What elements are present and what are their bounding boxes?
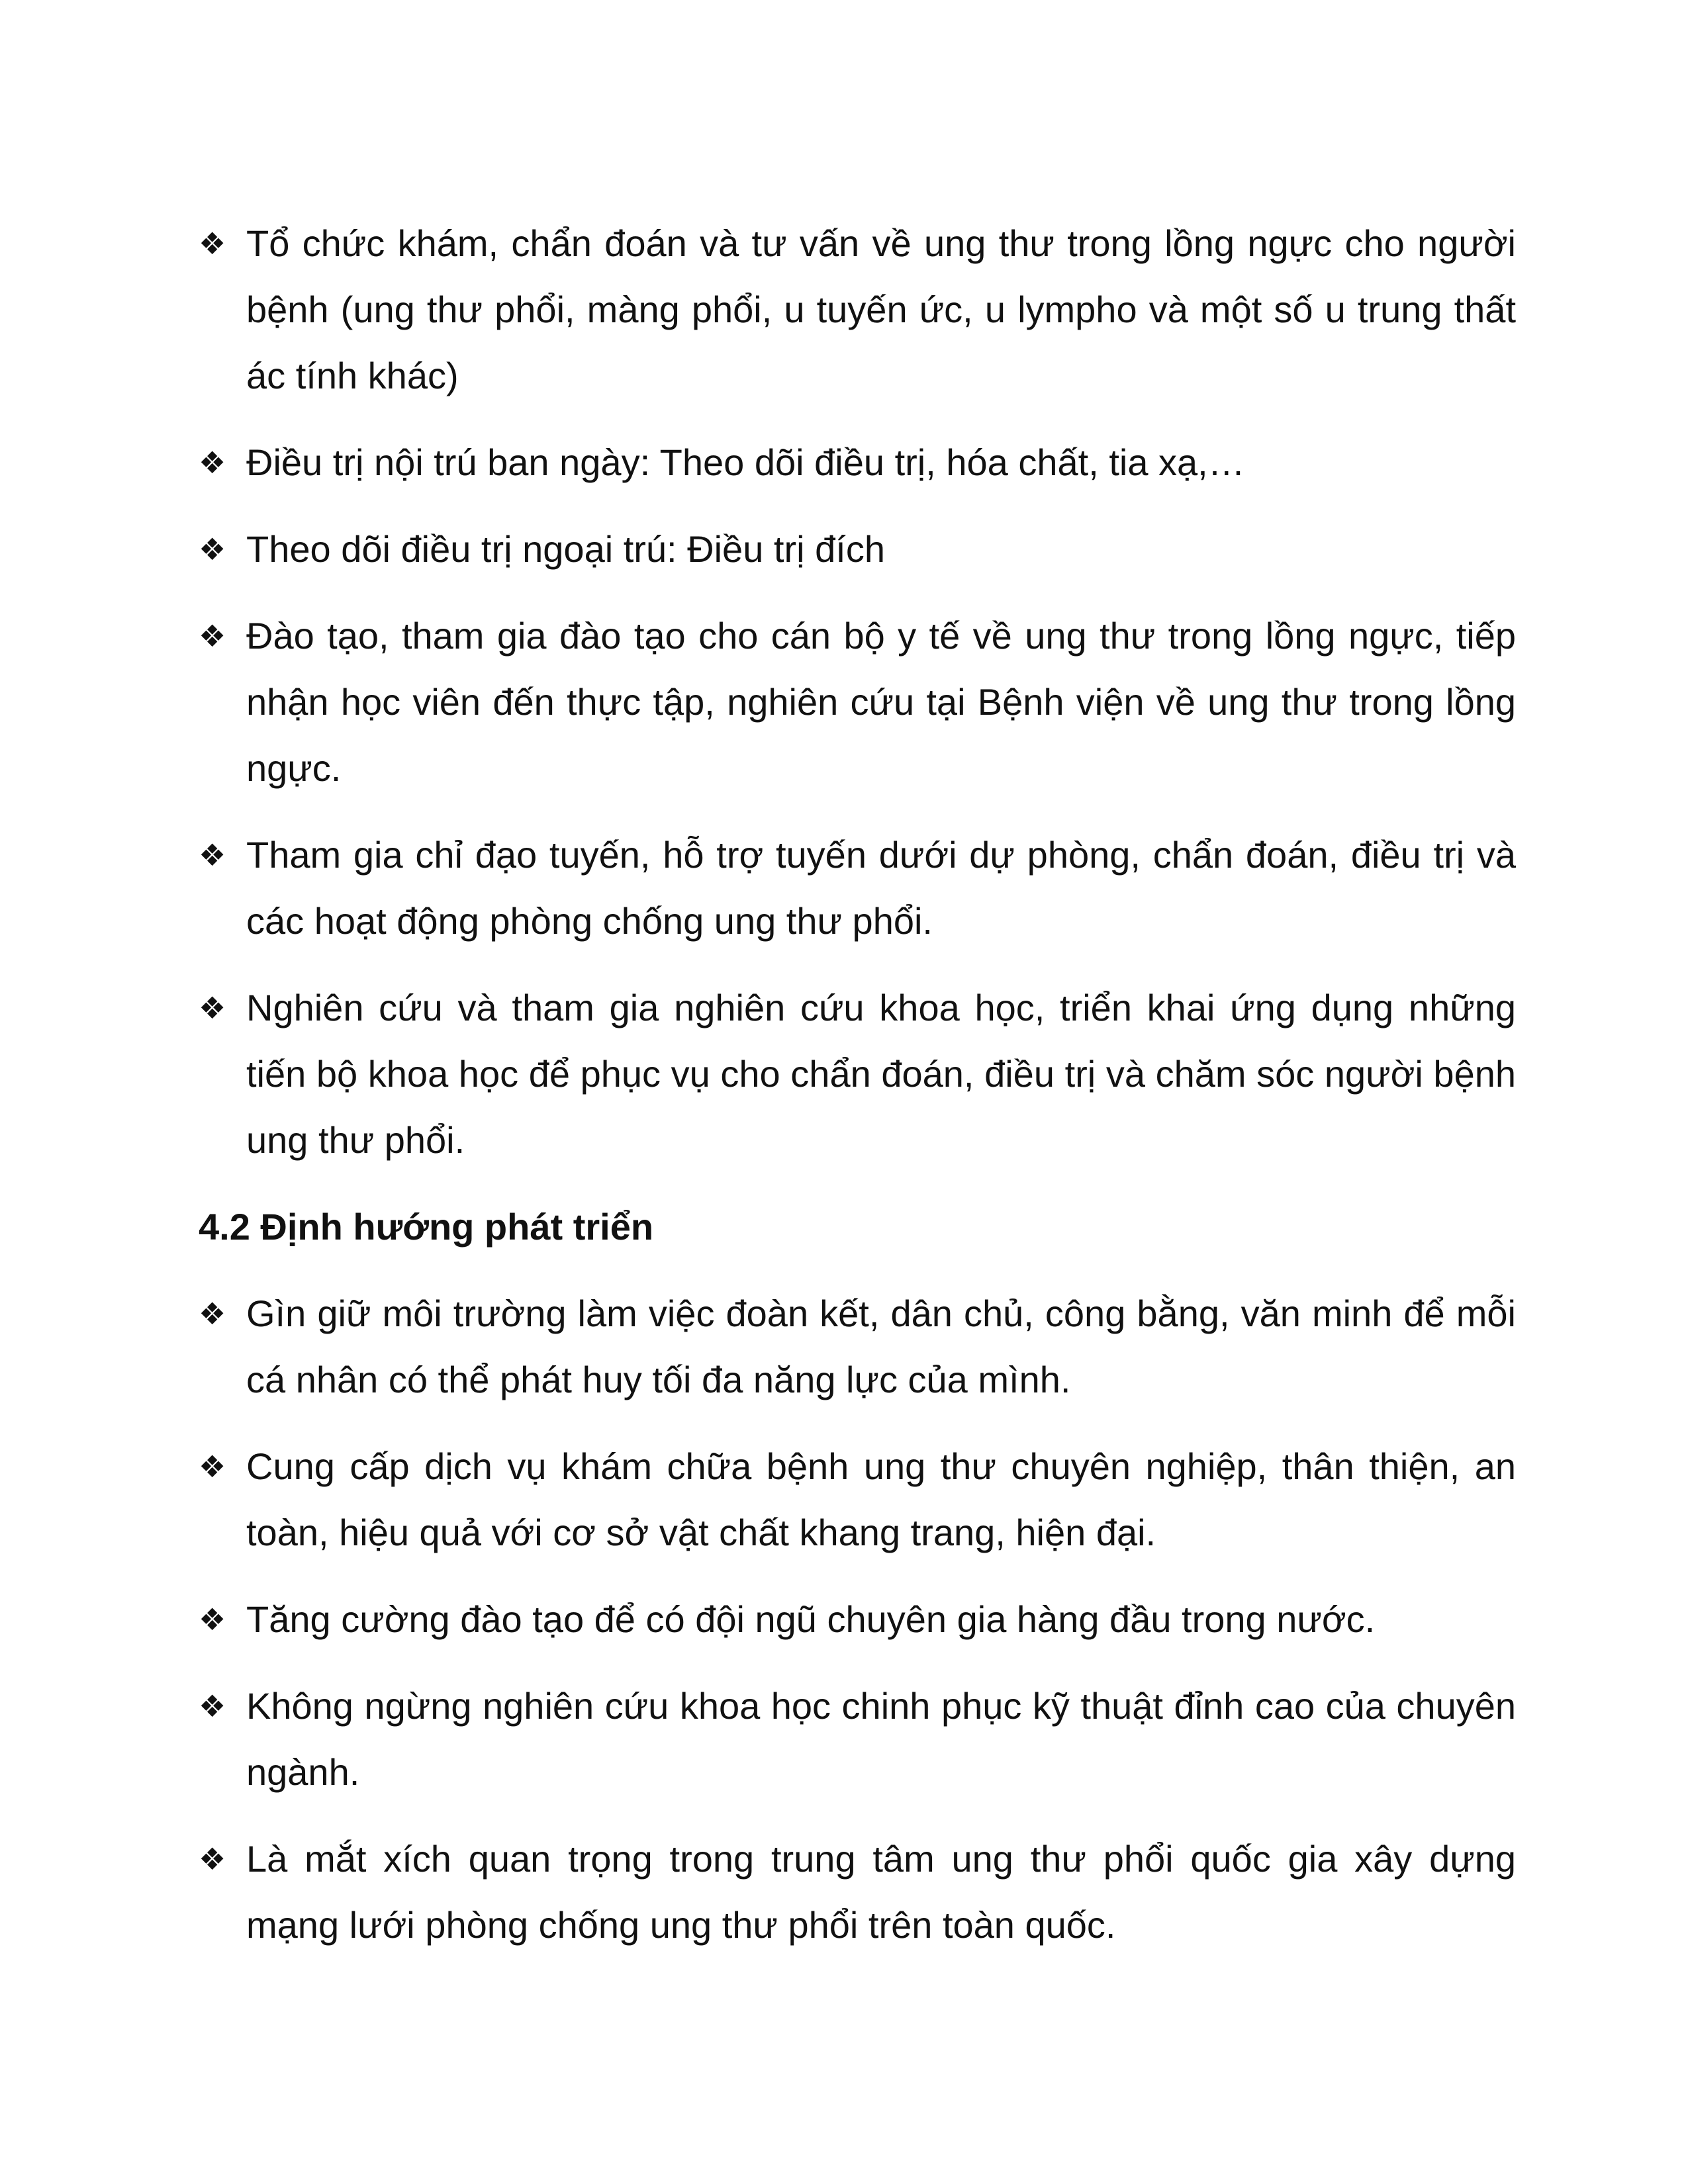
list-item	[199, 975, 1516, 1173]
list-item-text: Gìn giữ môi trường làm việc đoàn kết, dân chủ, công bằng, văn minh để mỗi cá nhân có thể phát huy tối đa năng lực của mình.	[246, 1293, 1516, 1400]
list-item	[199, 1826, 1516, 1958]
diamond-bullet-icon: ❖	[199, 990, 226, 1026]
diamond-bullet-icon: ❖	[199, 1449, 226, 1484]
list-item-text: Tham gia chỉ đạo tuyến, hỗ trợ tuyến dưới dự phòng, chẩn đoán, điều trị và các hoạt động phòng chống ung thư phổi.	[246, 834, 1516, 942]
diamond-bullet-icon: ❖	[199, 1688, 226, 1724]
diamond-bullet-icon: ❖	[199, 445, 226, 480]
diamond-bullet-icon: ❖	[199, 531, 226, 567]
list-item	[199, 1586, 1516, 1653]
diamond-bullet-icon: ❖	[199, 1296, 226, 1332]
list-item-text: Cung cấp dịch vụ khám chữa bệnh ung thư chuyên nghiệp, thân thiện, an toàn, hiệu quả với cơ sở vật chất khang trang, hiện đại.	[246, 1445, 1516, 1553]
list-item-text: Điều trị nội trú ban ngày: Theo dõi điều trị, hóa chất, tia xạ,…	[246, 441, 1245, 483]
list-item-text: Không ngừng nghiên cứu khoa học chinh phục kỹ thuật đỉnh cao của chuyên ngành.	[246, 1685, 1516, 1793]
list-item-text: Là mắt xích quan trọng trong trung tâm ung thư phổi quốc gia xây dựng mạng lưới phòng chống ung thư phổi trên toàn quốc.	[246, 1838, 1516, 1946]
diamond-bullet-icon: ❖	[199, 618, 226, 654]
list-item-text: Tổ chức khám, chẩn đoán và tư vấn về ung thư trong lồng ngực cho người bệnh (ung thư phổi, màng phổi, u tuyến ức, u lympho và một số u trung thất ác tính khác)	[246, 222, 1516, 396]
list-item-text: Theo dõi điều trị ngoại trú: Điều trị đích	[246, 528, 885, 570]
list-item	[199, 210, 1516, 409]
list-item	[199, 822, 1516, 954]
list-item	[199, 1281, 1516, 1413]
list-item	[199, 516, 1516, 582]
diamond-bullet-icon: ❖	[199, 226, 226, 261]
list-item-text: Đào tạo, tham gia đào tạo cho cán bộ y tế về ung thư trong lồng ngực, tiếp nhận học viên đến thực tập, nghiên cứu tại Bệnh viện về ung thư trong lồng ngực.	[246, 615, 1516, 789]
list-item	[199, 1673, 1516, 1805]
list-item-text: Tăng cường đào tạo để có đội ngũ chuyên gia hàng đầu trong nước.	[246, 1598, 1376, 1640]
diamond-bullet-icon: ❖	[199, 1602, 226, 1637]
section-heading: 4.2 Định hướng phát triển	[199, 1206, 654, 1248]
list-item	[199, 1433, 1516, 1566]
list-item	[199, 603, 1516, 801]
diamond-bullet-icon: ❖	[199, 1841, 226, 1877]
list-item	[199, 430, 1516, 496]
page-content	[199, 210, 1516, 1979]
diamond-bullet-icon: ❖	[199, 837, 226, 873]
list-item-text: Nghiên cứu và tham gia nghiên cứu khoa học, triển khai ứng dụng những tiến bộ khoa học để phục vụ cho chẩn đoán, điều trị và chăm sóc người bệnh ung thư phổi.	[246, 987, 1516, 1161]
